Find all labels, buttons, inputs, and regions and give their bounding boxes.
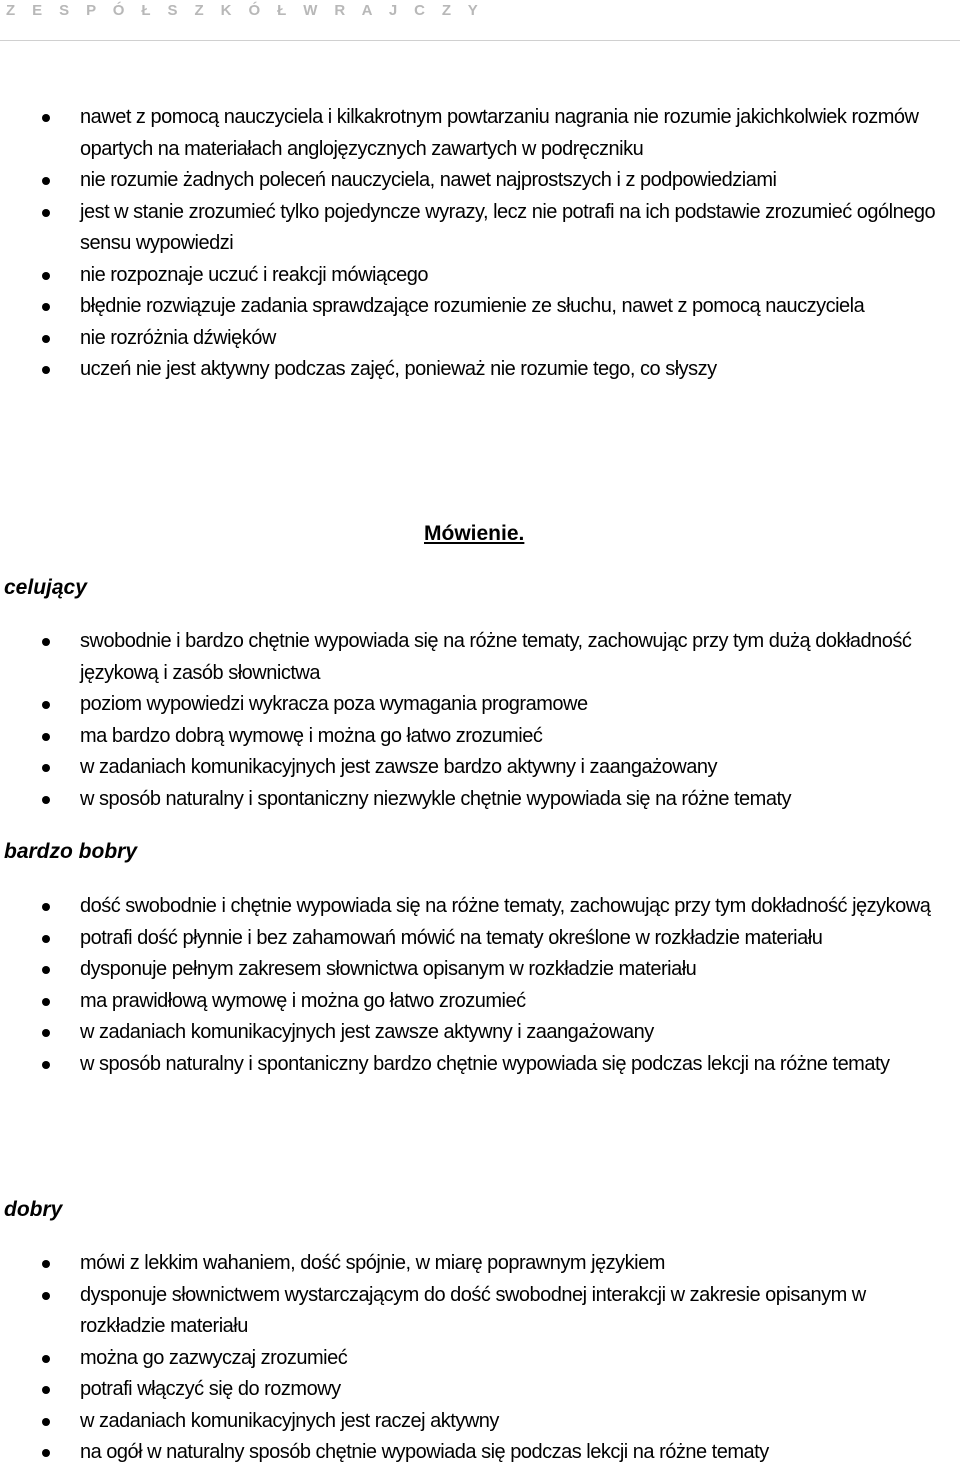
list-item-text: w sposób naturalny i spontaniczny niezwykle chętnie wypowiada się na różne tematy — [80, 787, 792, 810]
bullet-icon — [42, 1029, 50, 1037]
list-item-text: dysponuje pełnym zakresem słownictwa opisanym w rozkładzie materiału — [80, 958, 697, 980]
bullet-icon — [42, 966, 50, 974]
list-item — [0, 260, 960, 292]
list-item — [0, 1280, 960, 1343]
bullet-icon — [42, 1061, 50, 1069]
list-item-text: błędnie rozwiązuje zadania sprawdzające rozumienie ze słuchu, nawet z pomocą nauczyciela — [80, 295, 865, 317]
top-criteria-list — [0, 102, 960, 386]
list-item — [0, 891, 960, 923]
list-item-text: nie rozumie żadnych poleceń nauczyciela, nawet najprostszych i z podpowiedziami — [80, 169, 777, 191]
list-item — [0, 986, 960, 1018]
section-title: Mówienie. — [424, 522, 525, 545]
list-item-text: mówi z lekkim wahaniem, dość spójnie, w miarę poprawnym językiem — [80, 1252, 665, 1274]
list-item-text: poziom wypowiedzi wykracza poza wymagania programowe — [80, 693, 588, 715]
list-item-text: w sposób naturalny i spontaniczny bardzo chętnie wypowiada się podczas lekcji na różne tematy — [80, 1052, 890, 1075]
list-item-text: ma bardzo dobrą wymowę i można go łatwo zrozumieć — [80, 724, 543, 747]
bullet-icon — [42, 764, 50, 772]
list-item-text: jest w stanie zrozumieć tylko pojedyncze wyrazy, lecz nie potrafi na ich podstawie zrozumieć ogólnego sensu wypowiedzi — [80, 200, 936, 254]
bullet-icon — [42, 335, 50, 343]
list-item — [0, 165, 960, 197]
list-item-text: dysponuje słownictwem wystarczającym do dość swobodnej interakcji w zakresie opisanym w rozkładzie materiału — [80, 1283, 866, 1337]
school-header: Z E S P Ó Ł S Z K Ó Ł W R A J C Z Y — [6, 2, 485, 19]
dobry-criteria-list — [0, 1248, 960, 1469]
list-item — [0, 923, 960, 955]
list-item-text: ma prawidłową wymowę i można go łatwo zrozumieć — [80, 989, 526, 1012]
list-item — [0, 689, 960, 721]
bullet-icon — [42, 998, 50, 1006]
bullet-icon — [42, 1418, 50, 1426]
list-item-text: nawet z pomocą nauczyciela i kilkakrotnym powtarzaniu nagrania nie rozumie jakichkolwiek rozmów opartych na materiałach anglojęzycznych zawartych w podręczniku — [80, 106, 919, 160]
list-item-text: na ogół w naturalny sposób chętnie wypowiada się podczas lekcji na różne tematy — [80, 1441, 769, 1463]
bullet-icon — [42, 638, 50, 646]
bullet-icon — [42, 366, 50, 374]
list-item-text: dość swobodnie i chętnie wypowiada się na różne tematy, zachowując przy tym dokładność językową — [80, 895, 931, 917]
list-item-text: potrafi dość płynnie i bez zahamowań mówić na tematy określone w rozkładzie materiału — [80, 926, 823, 949]
list-item — [0, 323, 960, 355]
list-item — [0, 721, 960, 753]
bullet-icon — [42, 701, 50, 709]
list-item — [0, 197, 960, 260]
bullet-icon — [42, 796, 50, 804]
list-item — [0, 354, 960, 386]
list-item-text: w zadaniach komunikacyjnych jest zawsze bardzo aktywny i zaangażowany — [80, 756, 717, 778]
bullet-icon — [42, 1386, 50, 1394]
list-item — [0, 752, 960, 784]
list-item — [0, 1049, 960, 1081]
grade-celujacy: celujący — [4, 576, 87, 599]
bullet-icon — [42, 303, 50, 311]
list-item — [0, 1017, 960, 1049]
celujacy-criteria-list — [0, 626, 960, 815]
list-item-text: w zadaniach komunikacyjnych jest raczej aktywny — [80, 1409, 499, 1432]
list-item — [0, 784, 960, 816]
list-item — [0, 626, 960, 689]
list-item — [0, 1437, 960, 1469]
grade-dobry: dobry — [4, 1198, 63, 1221]
list-item — [0, 1248, 960, 1280]
bullet-icon — [42, 903, 50, 911]
list-item — [0, 1374, 960, 1406]
list-item — [0, 954, 960, 986]
bullet-icon — [42, 177, 50, 185]
list-item-text: można go zazwyczaj zrozumieć — [80, 1346, 348, 1369]
list-item — [0, 1406, 960, 1438]
list-item-text: nie rozróżnia dźwięków — [80, 326, 276, 349]
bullet-icon — [42, 1260, 50, 1268]
list-item-text: swobodnie i bardzo chętnie wypowiada się na różne tematy, zachowując przy tym dużą dokładność językową i zasób słownictwa — [80, 630, 912, 684]
grade-bardzo-dobry: bardzo bobry — [4, 840, 138, 863]
bardzo-dobry-criteria-list — [0, 891, 960, 1080]
bullet-icon — [42, 935, 50, 943]
list-item — [0, 102, 960, 165]
bullet-icon — [42, 1449, 50, 1457]
list-item-text: w zadaniach komunikacyjnych jest zawsze aktywny i zaangażowany — [80, 1021, 654, 1043]
bullet-icon — [42, 209, 50, 217]
list-item — [0, 1343, 960, 1375]
bullet-icon — [42, 1292, 50, 1300]
list-item-text: nie rozpoznaje uczuć i reakcji mówiącego — [80, 263, 428, 286]
header-divider — [0, 40, 960, 41]
bullet-icon — [42, 733, 50, 741]
list-item-text: potrafi włączyć się do rozmowy — [80, 1378, 341, 1400]
bullet-icon — [42, 272, 50, 280]
bullet-icon — [42, 1355, 50, 1363]
bullet-icon — [42, 114, 50, 122]
list-item-text: uczeń nie jest aktywny podczas zajęć, ponieważ nie rozumie tego, co słyszy — [80, 358, 717, 380]
list-item — [0, 291, 960, 323]
